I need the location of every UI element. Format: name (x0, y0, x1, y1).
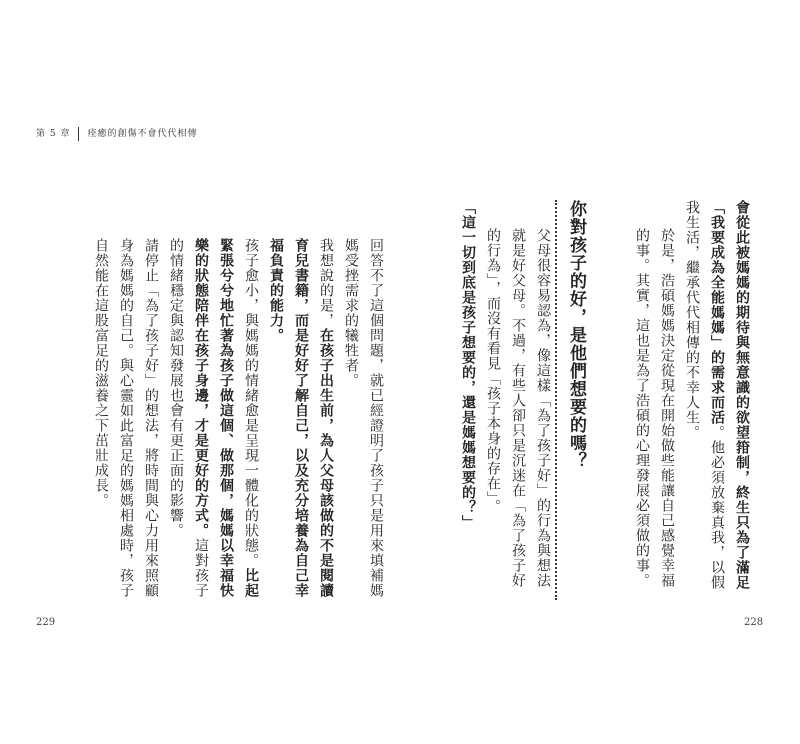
paragraph: 請停止「為了孩子好」的想法，將時間與心力用來照顧身為媽媽的自己。與心靈如此富足的媽媽相處時，孩子自然能在這股富足的滋養之下茁壯成長。 (93, 238, 159, 598)
page-number-left: 229 (36, 617, 56, 628)
paragraph: 於是，浩碩媽媽決定從現在開始做些能讓自己感覺幸福的事。其實，這也是為了浩碩的心理發展必須做的事。 (634, 228, 675, 588)
body-text: 這對孩子的情緒穩定與認知發展也會有更正面的影響。 (168, 238, 209, 598)
page-number-right: 228 (744, 617, 764, 628)
bold-text: 比起緊張兮兮地忙著為孩子做這個、做那個，媽媽以幸福快樂的狀態陪伴在孩子身邊，才是更好的方式。 (193, 238, 259, 598)
section-heading: 你對孩子的好，是他們想要的嗎？ (555, 200, 589, 600)
chapter-label: 第 5 章 (36, 129, 71, 139)
right-page (455, 200, 754, 600)
body-text: 我想說的是， (318, 238, 334, 328)
body-text: 孩子愈小，與媽媽的情緒愈是呈現一體化的狀態。 (243, 238, 259, 568)
paragraph: 父母很容易認為，像這樣「為了孩子好」的行為與想法就是好父母。不過，有些人卻只是沉迷在「為了孩子好的行為」，而沒有看見「孩子本身的存在」。 (485, 228, 551, 588)
left-page (88, 210, 388, 600)
spacer (589, 200, 629, 600)
bold-text: 在孩子出生前，為人父母該做的不是閱讀育兒書籍，而是好好了解自己，以及充分培養為自己幸福負責的能力。 (268, 238, 334, 598)
paragraph (679, 200, 754, 600)
paragraph (263, 210, 338, 600)
running-header (36, 126, 197, 141)
header-divider (78, 127, 79, 141)
paragraph: 回答不了這個問題，就已經證明了孩子只是用來填補媽媽受挫需求的犧牲者。 (343, 238, 384, 598)
body-text: 。他必須放棄真我，以假我生活，繼承代代相傳的不幸人生。 (684, 200, 725, 590)
paragraph (163, 210, 263, 600)
highlight-quote: 「這一切到底是孩子想要的，還是媽媽想要的？」 (460, 200, 476, 530)
chapter-title: 痊癒的創傷不會代代相傳 (87, 129, 198, 139)
bold-text: 會從此被媽媽的期待與無意識的欲望箝制，終生只為了滿足「我要成為全能媽媽」的需求而活 (709, 200, 750, 590)
